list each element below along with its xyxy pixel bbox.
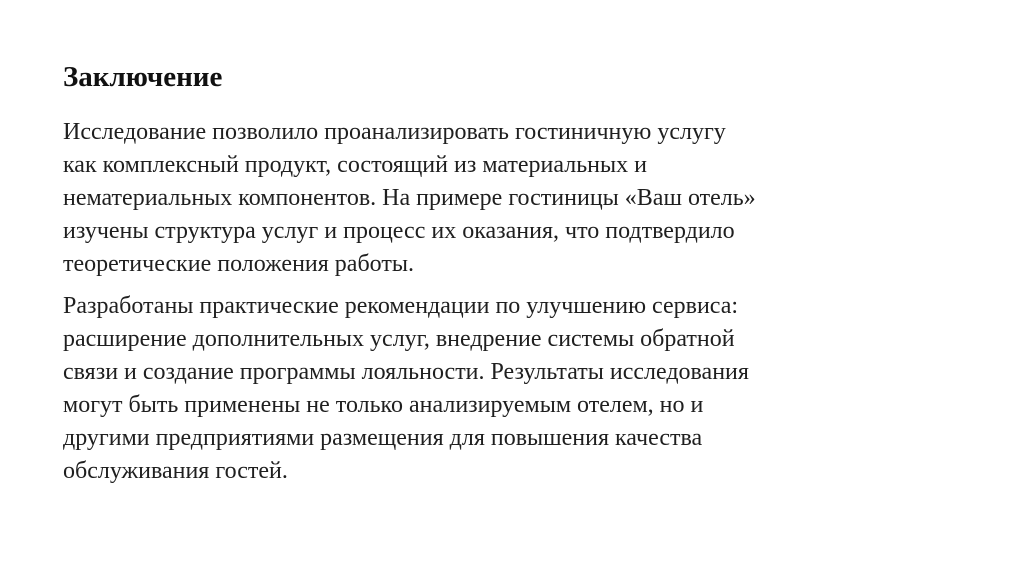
paragraph-recommendations: [63, 290, 963, 488]
text-line: нематериальных компонентов. На примере гостиницы «Ваш отель»: [63, 185, 756, 211]
text-line: Исследование позволило проанализировать гостиничную услугу: [63, 119, 726, 145]
text-line: изучены структура услуг и процесс их оказания, что подтвердило: [63, 218, 735, 244]
slide-body: [63, 116, 963, 488]
text-line: как комплексный продукт, состоящий из материальных и: [63, 152, 647, 178]
text-line: обслуживания гостей.: [63, 458, 288, 484]
text-line: расширение дополнительных услуг, внедрение системы обратной: [63, 326, 735, 352]
paragraph-conclusion-analysis: [63, 116, 963, 281]
text-line: другими предприятиями размещения для повышения качества: [63, 425, 703, 451]
text-line: связи и создание программы лояльности. Результаты исследования: [63, 359, 749, 385]
text-line: могут быть применены не только анализируемым отелем, но и: [63, 392, 704, 418]
slide-title: Заключение: [63, 61, 223, 93]
text-line: Разработаны практические рекомендации по улучшению сервиса:: [63, 293, 739, 319]
text-line: теоретические положения работы.: [63, 251, 414, 277]
